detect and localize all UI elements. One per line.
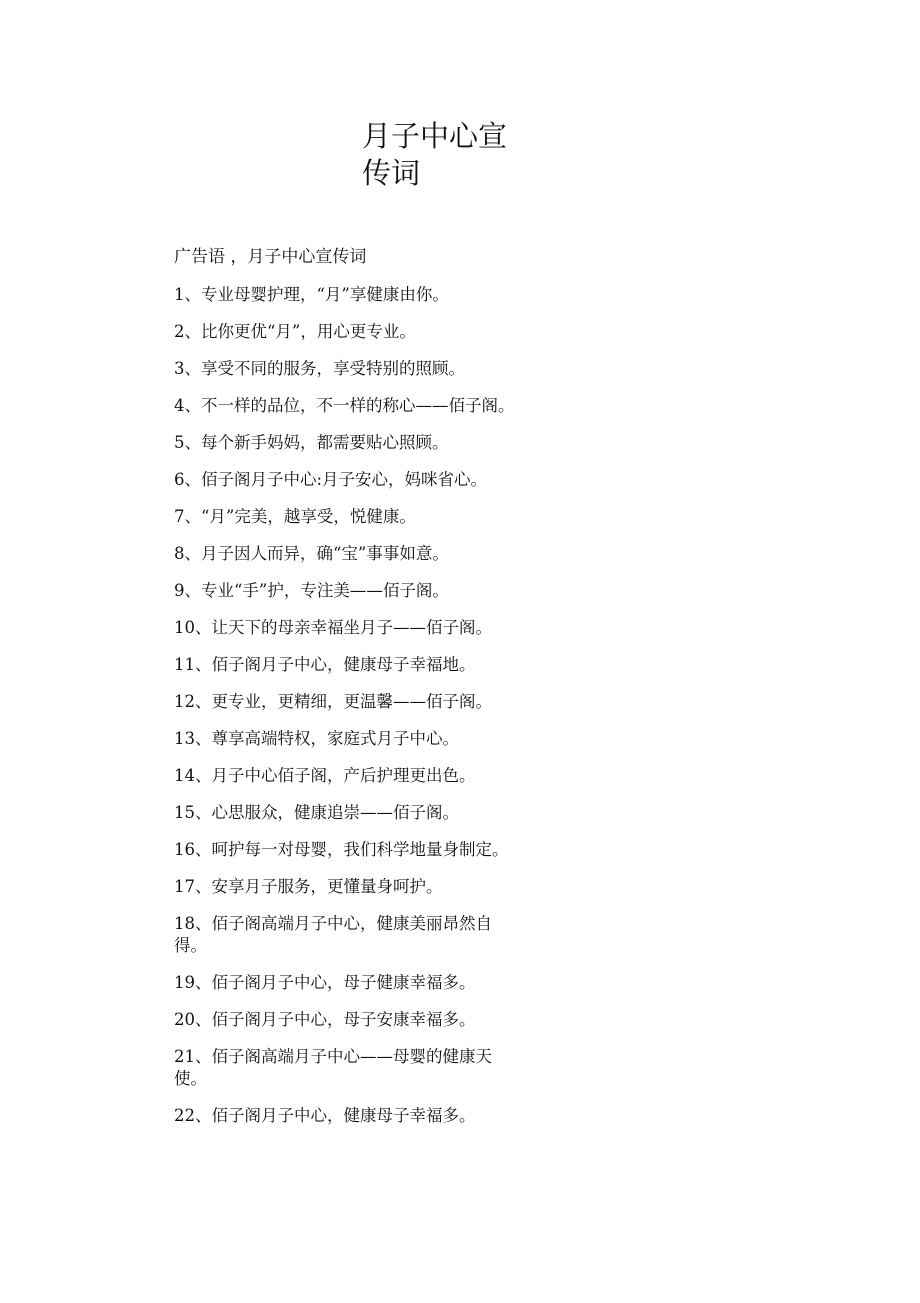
list-item: 13、尊享高端特权，家庭式月子中心。 (174, 729, 459, 748)
list-item: 11、佰子阁月子中心，健康母子幸福地。 (174, 655, 476, 674)
list-item: 21、佰子阁高端月子中心——母婴的健康天使。 (174, 1047, 492, 1088)
list-item: 10、让天下的母亲幸福坐月子——佰子阁。 (174, 618, 492, 637)
list-item: 7、“月”完美，越享受，悦健康。 (174, 507, 416, 526)
list-item: 12、更专业，更精细，更温馨——佰子阁。 (174, 692, 492, 711)
list-item: 14、月子中心佰子阁，产后护理更出色。 (174, 766, 476, 785)
list-item: 4、不一样的品位，不一样的称心——佰子阁。 (174, 396, 515, 415)
list-item: 20、佰子阁月子中心，母子安康幸福多。 (174, 1010, 476, 1029)
list-item: 2、比你更优“月”，用心更专业。 (174, 322, 416, 341)
document-subtitle: 广告语 ，月子中心宣传词 (174, 247, 367, 267)
slogan-list (174, 284, 524, 1142)
list-item: 16、呵护每一对母婴，我们科学地量身制定。 (174, 840, 509, 859)
list-item: 19、佰子阁月子中心，母子健康幸福多。 (174, 973, 476, 992)
list-item: 22、佰子阁月子中心，健康母子幸福多。 (174, 1106, 476, 1125)
list-item: 9、专业“手”护，专注美——佰子阁。 (174, 581, 449, 600)
list-item: 8、月子因人而异，确“宝”事事如意。 (174, 544, 449, 563)
list-item: 6、佰子阁月子中心:月子安心，妈咪省心。 (174, 470, 488, 489)
list-item: 18、佰子阁高端月子中心，健康美丽昂然自得。 (174, 914, 492, 955)
list-item: 17、安享月子服务，更懂量身呵护。 (174, 877, 443, 896)
list-item: 15、心思服众，健康追崇——佰子阁。 (174, 803, 459, 822)
list-item: 5、每个新手妈妈，都需要贴心照顾。 (174, 433, 449, 452)
page-title: 月子中心宣传词 (362, 119, 508, 190)
list-item: 1、专业母婴护理，“月”享健康由你。 (174, 285, 449, 304)
list-item: 3、享受不同的服务，享受特别的照顾。 (174, 359, 465, 378)
